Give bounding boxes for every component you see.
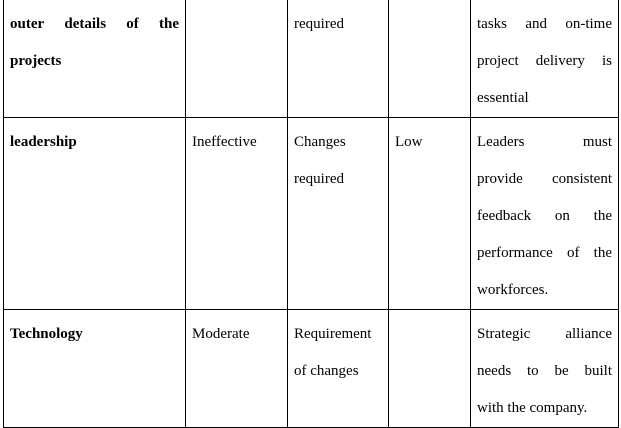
word: be bbox=[554, 363, 569, 379]
factor-cell bbox=[4, 0, 186, 118]
word: the bbox=[593, 208, 612, 224]
word: tasks bbox=[477, 16, 507, 32]
word: feedback bbox=[477, 208, 532, 224]
status-cell bbox=[186, 118, 288, 310]
word: outer bbox=[10, 16, 45, 32]
cell-line: Changes bbox=[294, 134, 346, 150]
word: must bbox=[582, 134, 612, 150]
cell-line: Moderate bbox=[192, 326, 250, 342]
cell-line: required bbox=[294, 16, 344, 32]
table-row bbox=[4, 118, 619, 310]
table-row bbox=[4, 310, 619, 428]
cell-line bbox=[477, 235, 612, 272]
word: Leaders bbox=[477, 134, 525, 150]
word: Strategic bbox=[477, 326, 531, 342]
word: and bbox=[525, 16, 547, 32]
word: the bbox=[158, 16, 179, 32]
risk-cell bbox=[389, 0, 471, 118]
word: project bbox=[477, 53, 519, 69]
change-cell bbox=[288, 310, 389, 428]
cell-line: required bbox=[294, 171, 344, 187]
word: details bbox=[64, 16, 107, 32]
cell-line bbox=[477, 161, 612, 198]
cell-line: Ineffective bbox=[192, 134, 257, 150]
recommendation-cell bbox=[471, 310, 619, 428]
cell-line: Requirement bbox=[294, 326, 372, 342]
cell-line: Technology bbox=[10, 326, 83, 342]
cell-line: projects bbox=[10, 53, 62, 69]
word: performance bbox=[477, 245, 553, 261]
cell-line: of changes bbox=[294, 363, 359, 379]
word: on bbox=[554, 208, 570, 224]
cell-line bbox=[477, 6, 612, 43]
recommendation-cell bbox=[471, 0, 619, 118]
word: the bbox=[593, 245, 612, 261]
word: needs bbox=[477, 363, 512, 379]
cell-line bbox=[477, 43, 612, 80]
word: to bbox=[526, 363, 539, 379]
cell-line: Low bbox=[395, 134, 423, 150]
cell-line: workforces. bbox=[477, 282, 549, 298]
cell-line bbox=[477, 316, 612, 353]
cell-line bbox=[477, 353, 612, 390]
word: delivery bbox=[535, 53, 585, 69]
word: consistent bbox=[552, 171, 612, 187]
risk-cell bbox=[389, 118, 471, 310]
cell-line: leadership bbox=[10, 134, 77, 150]
status-cell bbox=[186, 310, 288, 428]
word: of bbox=[566, 245, 580, 261]
status-cell bbox=[186, 0, 288, 118]
risk-cell bbox=[389, 310, 471, 428]
change-cell bbox=[288, 118, 389, 310]
cell-line: with the company. bbox=[477, 400, 588, 416]
factor-cell bbox=[4, 118, 186, 310]
word: provide bbox=[477, 171, 523, 187]
document-table bbox=[3, 0, 619, 428]
word: alliance bbox=[565, 326, 612, 342]
word: of bbox=[126, 16, 139, 32]
factor-cell bbox=[4, 310, 186, 428]
word: on-time bbox=[565, 16, 612, 32]
word: is bbox=[601, 53, 612, 69]
cell-line bbox=[477, 124, 612, 161]
cell-line bbox=[10, 6, 179, 43]
change-cell bbox=[288, 0, 389, 118]
table-row bbox=[4, 0, 619, 118]
cell-line bbox=[477, 198, 612, 235]
cell-line: essential bbox=[477, 90, 529, 106]
recommendation-cell bbox=[471, 118, 619, 310]
word: built bbox=[584, 363, 612, 379]
